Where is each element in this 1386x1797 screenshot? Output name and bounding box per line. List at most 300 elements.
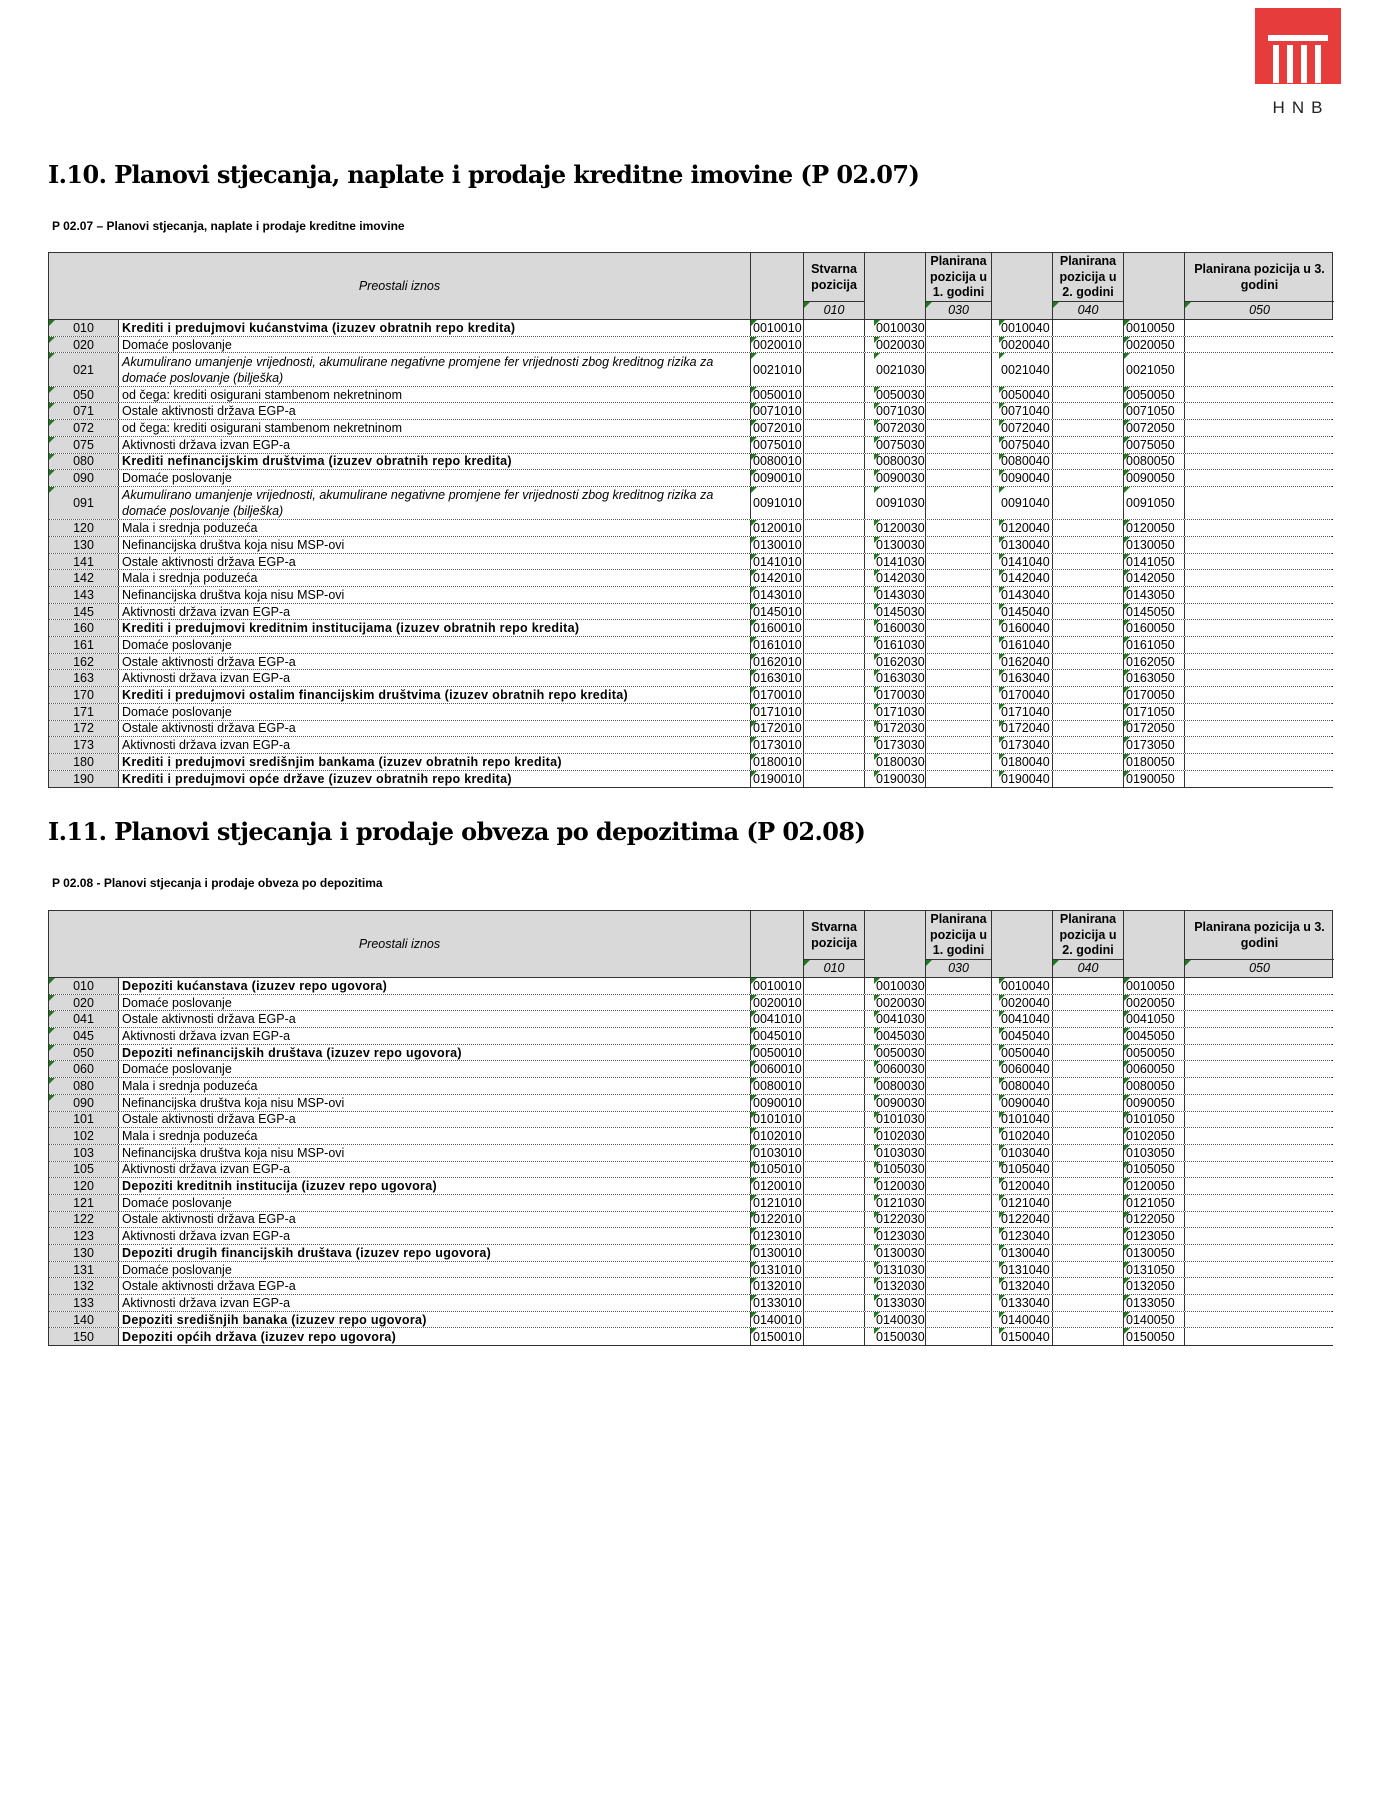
value-input-cell[interactable]	[926, 1178, 992, 1194]
row-code-text: 133	[73, 1295, 94, 1310]
value-input-cell[interactable]	[926, 654, 992, 670]
cell-marker-icon	[1124, 1112, 1130, 1118]
value-input-cell[interactable]	[1053, 554, 1124, 570]
value-input-cell[interactable]	[804, 637, 865, 653]
value-input-cell[interactable]	[1185, 437, 1334, 453]
value-input-cell[interactable]	[804, 1212, 865, 1228]
value-input-cell[interactable]	[804, 1328, 865, 1345]
cell-marker-icon	[49, 1011, 55, 1017]
value-input-cell[interactable]	[1185, 1011, 1334, 1027]
value-input-cell[interactable]	[926, 995, 992, 1011]
row-label: Ostale aktivnosti država EGP-a	[119, 1112, 751, 1128]
value-input-cell[interactable]	[926, 1061, 992, 1077]
cell-reference-code	[751, 1278, 804, 1294]
logo-text: HNB	[1272, 98, 1330, 117]
cell-reference-code	[1124, 1078, 1185, 1094]
table-body	[49, 978, 1332, 1345]
value-input-cell[interactable]	[1185, 1312, 1334, 1328]
value-input-cell[interactable]	[926, 620, 992, 636]
value-input-cell[interactable]	[804, 587, 865, 603]
reference-code-text: 0142040	[1001, 571, 1050, 586]
reference-code-text: 0020040	[1001, 995, 1050, 1010]
value-input-cell[interactable]	[926, 570, 992, 586]
reference-code-text: 0180050	[1126, 754, 1175, 769]
value-input-cell[interactable]	[1185, 570, 1334, 586]
table-row	[49, 454, 1332, 471]
value-input-cell[interactable]	[1053, 570, 1124, 586]
table-row	[49, 320, 1332, 337]
cell-reference-code	[751, 1011, 804, 1027]
value-input-cell[interactable]	[804, 978, 865, 994]
cell-marker-icon	[751, 687, 757, 693]
value-input-cell[interactable]	[804, 537, 865, 553]
value-input-cell[interactable]	[804, 1112, 865, 1128]
value-input-cell[interactable]	[804, 1228, 865, 1244]
value-input-cell[interactable]	[1185, 520, 1334, 536]
value-input-cell[interactable]	[1053, 1095, 1124, 1111]
value-input-cell[interactable]	[804, 1095, 865, 1111]
value-input-cell[interactable]	[926, 1095, 992, 1111]
cell-marker-icon	[999, 353, 1005, 359]
value-input-cell[interactable]	[1185, 995, 1334, 1011]
value-input-cell[interactable]	[804, 604, 865, 620]
value-input-cell[interactable]	[1053, 1278, 1124, 1294]
row-label: Domaće poslovanje	[119, 995, 751, 1011]
value-input-cell[interactable]	[1185, 737, 1334, 753]
value-input-cell[interactable]	[1185, 620, 1334, 636]
value-input-cell[interactable]	[926, 454, 992, 470]
value-input-cell[interactable]	[1053, 1245, 1124, 1261]
value-input-cell[interactable]	[926, 520, 992, 536]
value-input-cell[interactable]	[804, 1178, 865, 1194]
value-input-cell[interactable]	[1053, 604, 1124, 620]
cell-reference-code	[999, 554, 1053, 570]
value-input-cell[interactable]	[1185, 637, 1334, 653]
value-input-cell[interactable]	[926, 1278, 992, 1294]
table-p0208	[48, 910, 1333, 1346]
value-input-cell[interactable]	[926, 637, 992, 653]
row-code	[49, 1078, 119, 1094]
cell-marker-icon	[999, 1095, 1005, 1101]
value-input-cell[interactable]	[926, 420, 992, 436]
value-input-cell[interactable]	[1053, 1328, 1124, 1345]
cell-reference-code	[1124, 737, 1185, 753]
value-input-cell[interactable]	[804, 754, 865, 770]
value-input-cell[interactable]	[926, 470, 992, 486]
value-input-cell[interactable]	[804, 1145, 865, 1161]
value-input-cell[interactable]	[1185, 1162, 1334, 1178]
reference-code-text: 0105010	[753, 1162, 802, 1177]
value-input-cell[interactable]	[926, 754, 992, 770]
cell-reference-code	[874, 771, 926, 788]
value-input-cell[interactable]	[1053, 420, 1124, 436]
value-input-cell[interactable]	[804, 721, 865, 737]
cell-marker-icon	[874, 470, 880, 476]
cell-reference-code	[751, 1028, 804, 1044]
value-input-cell[interactable]	[1185, 470, 1334, 486]
table-row	[49, 604, 1332, 621]
value-input-cell[interactable]	[1053, 353, 1124, 385]
cell-marker-icon	[999, 687, 1005, 693]
value-input-cell[interactable]	[804, 554, 865, 570]
value-input-cell[interactable]	[1053, 487, 1124, 519]
value-input-cell[interactable]	[1185, 1178, 1334, 1194]
value-input-cell[interactable]	[804, 1312, 865, 1328]
value-input-cell[interactable]	[1185, 554, 1334, 570]
row-code	[49, 754, 119, 770]
row-label: Ostale aktivnosti država EGP-a	[119, 1278, 751, 1294]
reference-code-text: 0050010	[753, 1045, 802, 1060]
value-input-cell[interactable]	[804, 1162, 865, 1178]
value-input-cell[interactable]	[804, 1195, 865, 1211]
value-input-cell[interactable]	[926, 1162, 992, 1178]
value-input-cell[interactable]	[926, 403, 992, 419]
value-input-cell[interactable]	[804, 737, 865, 753]
value-input-cell[interactable]	[1053, 520, 1124, 536]
value-input-cell[interactable]	[804, 470, 865, 486]
value-input-cell[interactable]	[926, 1228, 992, 1244]
cell-reference-code	[751, 470, 804, 486]
value-input-cell[interactable]	[804, 520, 865, 536]
value-input-cell[interactable]	[1185, 687, 1334, 703]
value-input-cell[interactable]	[1053, 670, 1124, 686]
value-input-cell[interactable]	[804, 995, 865, 1011]
value-input-cell[interactable]	[1053, 637, 1124, 653]
value-input-cell[interactable]	[804, 570, 865, 586]
value-input-cell[interactable]	[1053, 403, 1124, 419]
row-label: Depoziti nefinancijskih društava (izuzev repo ugovora)	[119, 1045, 751, 1061]
value-input-cell[interactable]	[1185, 978, 1334, 994]
value-input-cell[interactable]	[926, 604, 992, 620]
cell-reference-code	[1124, 1278, 1185, 1294]
value-input-cell[interactable]	[926, 1328, 992, 1345]
cell-reference-code	[999, 1328, 1053, 1345]
value-input-cell[interactable]	[804, 1278, 865, 1294]
reference-code-text: 0163030	[876, 671, 925, 686]
cell-marker-icon	[999, 470, 1005, 476]
cell-marker-icon	[999, 554, 1005, 560]
value-input-cell[interactable]	[1053, 1045, 1124, 1061]
value-input-cell[interactable]	[1053, 1162, 1124, 1178]
cell-marker-icon	[999, 487, 1005, 493]
value-input-cell[interactable]	[804, 687, 865, 703]
value-input-cell[interactable]	[1053, 737, 1124, 753]
cell-reference-code	[1124, 454, 1185, 470]
value-input-cell[interactable]	[926, 554, 992, 570]
row-label: Aktivnosti država izvan EGP-a	[119, 670, 751, 686]
cell-reference-code	[751, 670, 804, 686]
row-code	[49, 1145, 119, 1161]
value-input-cell[interactable]	[1185, 454, 1334, 470]
value-input-cell[interactable]	[804, 403, 865, 419]
value-input-cell[interactable]	[1185, 337, 1334, 353]
value-input-cell[interactable]	[1053, 454, 1124, 470]
row-code	[49, 537, 119, 553]
value-input-cell[interactable]	[1053, 1295, 1124, 1311]
cell-marker-icon	[751, 403, 757, 409]
value-input-cell[interactable]	[804, 1245, 865, 1261]
value-input-cell[interactable]	[1185, 771, 1334, 788]
value-input-cell[interactable]	[804, 1045, 865, 1061]
value-input-cell[interactable]	[804, 353, 865, 385]
value-input-cell[interactable]	[1053, 537, 1124, 553]
column-header-label: Planirana pozicija u 2. godini	[1053, 253, 1123, 302]
cell-marker-icon	[751, 1312, 757, 1318]
value-input-cell[interactable]	[1185, 670, 1334, 686]
row-code	[49, 470, 119, 486]
value-input-cell[interactable]	[804, 1262, 865, 1278]
value-input-cell[interactable]	[804, 437, 865, 453]
value-input-cell[interactable]	[926, 1145, 992, 1161]
value-input-cell[interactable]	[926, 1078, 992, 1094]
value-input-cell[interactable]	[1053, 320, 1124, 336]
reference-code-text: 0050050	[1126, 387, 1175, 402]
value-input-cell[interactable]	[804, 337, 865, 353]
value-input-cell[interactable]	[926, 687, 992, 703]
value-input-cell[interactable]	[1185, 1028, 1334, 1044]
value-input-cell[interactable]	[1185, 487, 1334, 519]
value-input-cell[interactable]	[926, 670, 992, 686]
value-input-cell[interactable]	[1053, 704, 1124, 720]
value-input-cell[interactable]	[804, 487, 865, 519]
value-input-cell[interactable]	[926, 1262, 992, 1278]
value-input-cell[interactable]	[926, 1312, 992, 1328]
value-input-cell[interactable]	[1185, 1262, 1334, 1278]
cell-marker-icon	[999, 1212, 1005, 1218]
value-input-cell[interactable]	[1053, 1145, 1124, 1161]
value-input-cell[interactable]	[926, 1245, 992, 1261]
value-input-cell[interactable]	[1053, 654, 1124, 670]
value-input-cell[interactable]	[1053, 1178, 1124, 1194]
value-input-cell[interactable]	[804, 1128, 865, 1144]
value-input-cell[interactable]	[926, 1112, 992, 1128]
value-input-cell[interactable]	[926, 487, 992, 519]
value-input-cell[interactable]	[1053, 1262, 1124, 1278]
cell-reference-code	[999, 1078, 1053, 1094]
value-input-cell[interactable]	[1185, 1128, 1334, 1144]
value-input-cell[interactable]	[1053, 620, 1124, 636]
cell-marker-icon	[874, 420, 880, 426]
column-header-label: Planirana pozicija u 3. godini	[1185, 911, 1334, 960]
reference-code-text: 0141010	[753, 554, 802, 569]
value-input-cell[interactable]	[1185, 704, 1334, 720]
reference-code-text: 0171010	[753, 704, 802, 719]
cell-marker-icon	[926, 302, 932, 308]
value-input-cell[interactable]	[926, 337, 992, 353]
cell-marker-icon	[751, 554, 757, 560]
value-input-cell[interactable]	[804, 654, 865, 670]
value-input-cell[interactable]	[1185, 403, 1334, 419]
row-code-text: 101	[73, 1112, 94, 1127]
reference-code-text: 0131010	[753, 1262, 802, 1277]
value-input-cell[interactable]	[1185, 537, 1334, 553]
value-input-cell[interactable]	[1053, 1212, 1124, 1228]
value-input-cell[interactable]	[1185, 1245, 1334, 1261]
cell-reference-code	[751, 320, 804, 336]
row-label: Aktivnosti država izvan EGP-a	[119, 437, 751, 453]
value-input-cell[interactable]	[1053, 771, 1124, 788]
value-input-cell[interactable]	[1053, 721, 1124, 737]
reference-code-text: 0133050	[1126, 1295, 1175, 1310]
value-input-cell[interactable]	[1053, 1011, 1124, 1027]
cell-reference-code	[751, 1295, 804, 1311]
value-input-cell[interactable]	[1185, 721, 1334, 737]
cell-marker-icon	[874, 454, 880, 460]
value-input-cell[interactable]	[926, 1195, 992, 1211]
reference-code-text: 0130040	[1001, 1245, 1050, 1260]
value-input-cell[interactable]	[1185, 420, 1334, 436]
cell-marker-icon	[1124, 387, 1130, 393]
value-input-cell[interactable]	[1053, 470, 1124, 486]
value-input-cell[interactable]	[1053, 1195, 1124, 1211]
value-input-cell[interactable]	[926, 1212, 992, 1228]
cell-reference-code	[751, 1312, 804, 1328]
cell-marker-icon	[999, 1295, 1005, 1301]
reference-code-text: 0102050	[1126, 1129, 1175, 1144]
cell-reference-code	[751, 1128, 804, 1144]
value-input-cell[interactable]	[804, 387, 865, 403]
cell-reference-code	[874, 454, 926, 470]
reference-code-text: 0045050	[1126, 1028, 1175, 1043]
value-input-cell[interactable]	[1185, 1328, 1334, 1345]
value-input-cell[interactable]	[926, 1045, 992, 1061]
table-row	[49, 1011, 1332, 1028]
cell-marker-icon	[751, 1112, 757, 1118]
row-code	[49, 337, 119, 353]
cell-marker-icon	[999, 1178, 1005, 1184]
cell-reference-code	[874, 437, 926, 453]
value-input-cell[interactable]	[1053, 1028, 1124, 1044]
cell-reference-code	[874, 570, 926, 586]
cell-marker-icon	[751, 978, 757, 984]
reference-code-text: 0090030	[876, 1095, 925, 1110]
value-input-cell[interactable]	[1185, 1195, 1334, 1211]
value-input-cell[interactable]	[1053, 754, 1124, 770]
cell-marker-icon	[1124, 537, 1130, 543]
value-input-cell[interactable]	[1185, 320, 1334, 336]
value-input-cell[interactable]	[1053, 1061, 1124, 1077]
value-input-cell[interactable]	[1185, 1145, 1334, 1161]
value-input-cell[interactable]	[804, 670, 865, 686]
value-input-cell[interactable]	[926, 721, 992, 737]
value-input-cell[interactable]	[804, 1028, 865, 1044]
value-input-cell[interactable]	[1053, 995, 1124, 1011]
value-input-cell[interactable]	[926, 704, 992, 720]
cell-reference-code	[1124, 620, 1185, 636]
value-input-cell[interactable]	[1185, 1095, 1334, 1111]
reference-code-text: 0173040	[1001, 738, 1050, 753]
value-input-cell[interactable]	[1053, 337, 1124, 353]
cell-reference-code	[874, 637, 926, 653]
value-input-cell[interactable]	[926, 587, 992, 603]
value-input-cell[interactable]	[926, 537, 992, 553]
cell-reference-code	[874, 1162, 926, 1178]
value-input-cell[interactable]	[1185, 387, 1334, 403]
column-code: 030	[948, 961, 969, 975]
value-input-cell[interactable]	[1185, 353, 1334, 385]
value-input-cell[interactable]	[926, 1028, 992, 1044]
cell-marker-icon	[1124, 721, 1130, 727]
value-input-cell[interactable]	[1185, 1112, 1334, 1128]
table-row	[49, 1262, 1332, 1279]
value-input-cell[interactable]	[804, 320, 865, 336]
value-input-cell[interactable]	[804, 454, 865, 470]
cell-reference-code	[999, 1061, 1053, 1077]
value-input-cell[interactable]	[926, 737, 992, 753]
row-code-text: 131	[73, 1262, 94, 1277]
value-input-cell[interactable]	[1185, 1278, 1334, 1294]
row-label: Domaće poslovanje	[119, 470, 751, 486]
value-input-cell[interactable]	[926, 437, 992, 453]
value-input-cell[interactable]	[1053, 587, 1124, 603]
value-input-cell[interactable]	[1185, 754, 1334, 770]
value-input-cell[interactable]	[1185, 604, 1334, 620]
cell-reference-code	[874, 554, 926, 570]
cell-marker-icon	[999, 1028, 1005, 1034]
value-input-cell[interactable]	[926, 1128, 992, 1144]
value-input-cell[interactable]	[1053, 1228, 1124, 1244]
value-input-cell[interactable]	[804, 420, 865, 436]
cell-marker-icon	[751, 1328, 757, 1334]
value-input-cell[interactable]	[804, 704, 865, 720]
cell-reference-code	[999, 1278, 1053, 1294]
value-input-cell[interactable]	[1185, 1212, 1334, 1228]
cell-marker-icon	[751, 1162, 757, 1168]
value-input-cell[interactable]	[804, 1011, 865, 1027]
value-input-cell[interactable]	[1185, 1295, 1334, 1311]
value-input-cell[interactable]	[1053, 687, 1124, 703]
value-input-cell[interactable]	[926, 320, 992, 336]
value-input-cell[interactable]	[1053, 1128, 1124, 1144]
value-input-cell[interactable]	[926, 353, 992, 385]
value-input-cell[interactable]	[804, 771, 865, 788]
cell-reference-code	[1124, 320, 1185, 336]
value-input-cell[interactable]	[1053, 437, 1124, 453]
value-input-cell[interactable]	[1053, 387, 1124, 403]
value-input-cell[interactable]	[926, 1295, 992, 1311]
value-input-cell[interactable]	[1185, 1228, 1334, 1244]
row-code-text: 020	[73, 995, 94, 1010]
value-input-cell[interactable]	[1053, 1112, 1124, 1128]
value-input-cell[interactable]	[926, 1011, 992, 1027]
value-input-cell[interactable]	[1053, 1078, 1124, 1094]
value-input-cell[interactable]	[1053, 978, 1124, 994]
value-input-cell[interactable]	[1053, 1312, 1124, 1328]
value-input-cell[interactable]	[926, 387, 992, 403]
value-input-cell[interactable]	[1185, 1045, 1334, 1061]
cell-reference-code	[999, 771, 1053, 788]
column-header	[1185, 253, 1334, 319]
value-input-cell[interactable]	[804, 1078, 865, 1094]
cell-reference-code	[999, 537, 1053, 553]
reference-code-text: 0133010	[753, 1295, 802, 1310]
value-input-cell[interactable]	[1185, 587, 1334, 603]
value-input-cell[interactable]	[804, 1061, 865, 1077]
value-input-cell[interactable]	[1185, 1061, 1334, 1077]
column-code: 050	[1249, 303, 1270, 317]
value-input-cell[interactable]	[1185, 654, 1334, 670]
value-input-cell[interactable]	[804, 620, 865, 636]
value-input-cell[interactable]	[1185, 1078, 1334, 1094]
row-code	[49, 604, 119, 620]
cell-marker-icon	[999, 1011, 1005, 1017]
row-code	[49, 670, 119, 686]
value-input-cell[interactable]	[926, 771, 992, 788]
value-input-cell[interactable]	[804, 1295, 865, 1311]
reference-code-text: 0050030	[876, 1045, 925, 1060]
value-input-cell[interactable]	[926, 978, 992, 994]
cell-marker-icon	[751, 704, 757, 710]
